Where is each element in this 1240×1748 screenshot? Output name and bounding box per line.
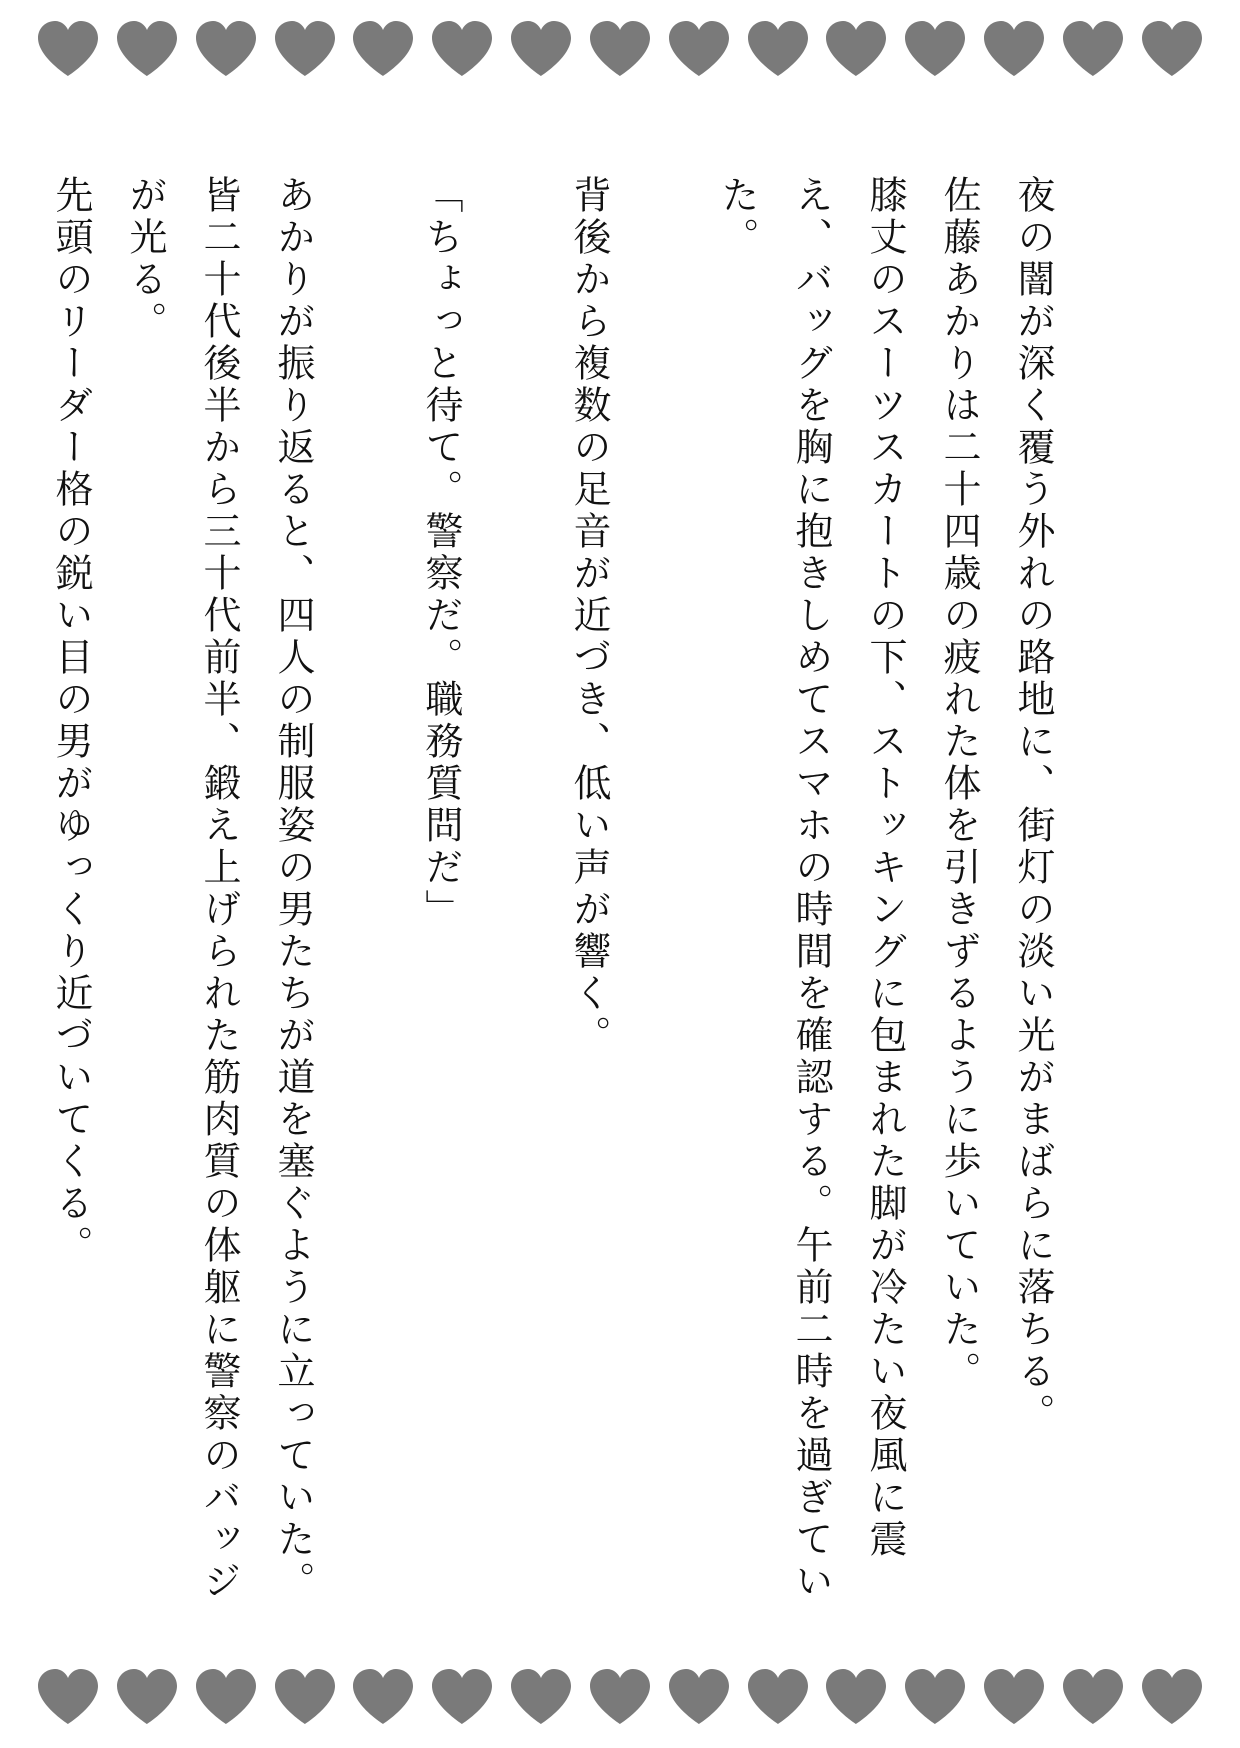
heart-icon bbox=[508, 19, 574, 79]
heart-icon bbox=[981, 19, 1047, 79]
heart-icon bbox=[587, 19, 653, 79]
heart-icon bbox=[823, 1667, 889, 1727]
blank-line bbox=[0, 175, 34, 1605]
heart-icon bbox=[35, 19, 101, 79]
heart-icon bbox=[429, 1667, 495, 1727]
heart-icon bbox=[666, 1667, 732, 1727]
heart-icon bbox=[114, 1667, 180, 1727]
dialogue-line: 「ちょっと待て。警察だ。職務質問だ」 bbox=[419, 175, 463, 931]
heart-icon bbox=[429, 19, 495, 79]
heart-icon bbox=[745, 19, 811, 79]
paragraph: 膝丈のスーツスカートの下、ストッキングに包まれた脚が冷たい夜風に震え、バッグを胸に抱きしめてスマホの時間を確認する。午前二時を過ぎていた。 bbox=[715, 175, 907, 1603]
paragraph: 夜の闇が深く覆う外れの路地に、街灯の淡い光がまばらに落ちる。 bbox=[1011, 175, 1055, 1435]
heart-icon bbox=[272, 1667, 338, 1727]
heart-icon bbox=[350, 19, 416, 79]
heart-icon bbox=[902, 1667, 968, 1727]
bottom-heart-border bbox=[35, 1662, 1205, 1732]
heart-icon bbox=[745, 1667, 811, 1727]
heart-icon bbox=[1060, 19, 1126, 79]
heart-icon bbox=[193, 1667, 259, 1727]
paragraph: あかりが振り返ると、四人の制服姿の男たちが道を塞ぐように立っていた。 bbox=[271, 175, 315, 1603]
heart-icon bbox=[114, 19, 180, 79]
paragraph: 先頭のリーダー格の鋭い目の男がゆっくり近づいてくる。 bbox=[49, 175, 93, 1267]
heart-icon bbox=[981, 1667, 1047, 1727]
heart-icon bbox=[666, 19, 732, 79]
blank-line bbox=[626, 175, 700, 1605]
heart-icon bbox=[272, 19, 338, 79]
heart-icon bbox=[587, 1667, 653, 1727]
blank-line bbox=[478, 175, 552, 1605]
top-heart-border bbox=[35, 14, 1205, 84]
heart-icon bbox=[35, 1667, 101, 1727]
heart-icon bbox=[1139, 19, 1205, 79]
heart-icon bbox=[1060, 1667, 1126, 1727]
paragraph: 佐藤あかりは二十四歳の疲れた体を引きずるように歩いていた。 bbox=[937, 175, 981, 1393]
heart-icon bbox=[193, 19, 259, 79]
novel-text-body bbox=[49, 175, 1070, 1605]
paragraph: 背後から複数の足音が近づき、低い声が響く。 bbox=[567, 175, 611, 1057]
heart-icon bbox=[350, 1667, 416, 1727]
heart-icon bbox=[508, 1667, 574, 1727]
blank-line bbox=[330, 175, 404, 1605]
heart-icon bbox=[823, 19, 889, 79]
paragraph: 皆二十代後半から三十代前半、鍛え上げられた筋肉質の体躯に警察のバッジが光る。 bbox=[123, 175, 241, 1603]
heart-icon bbox=[902, 19, 968, 79]
heart-icon bbox=[1139, 1667, 1205, 1727]
